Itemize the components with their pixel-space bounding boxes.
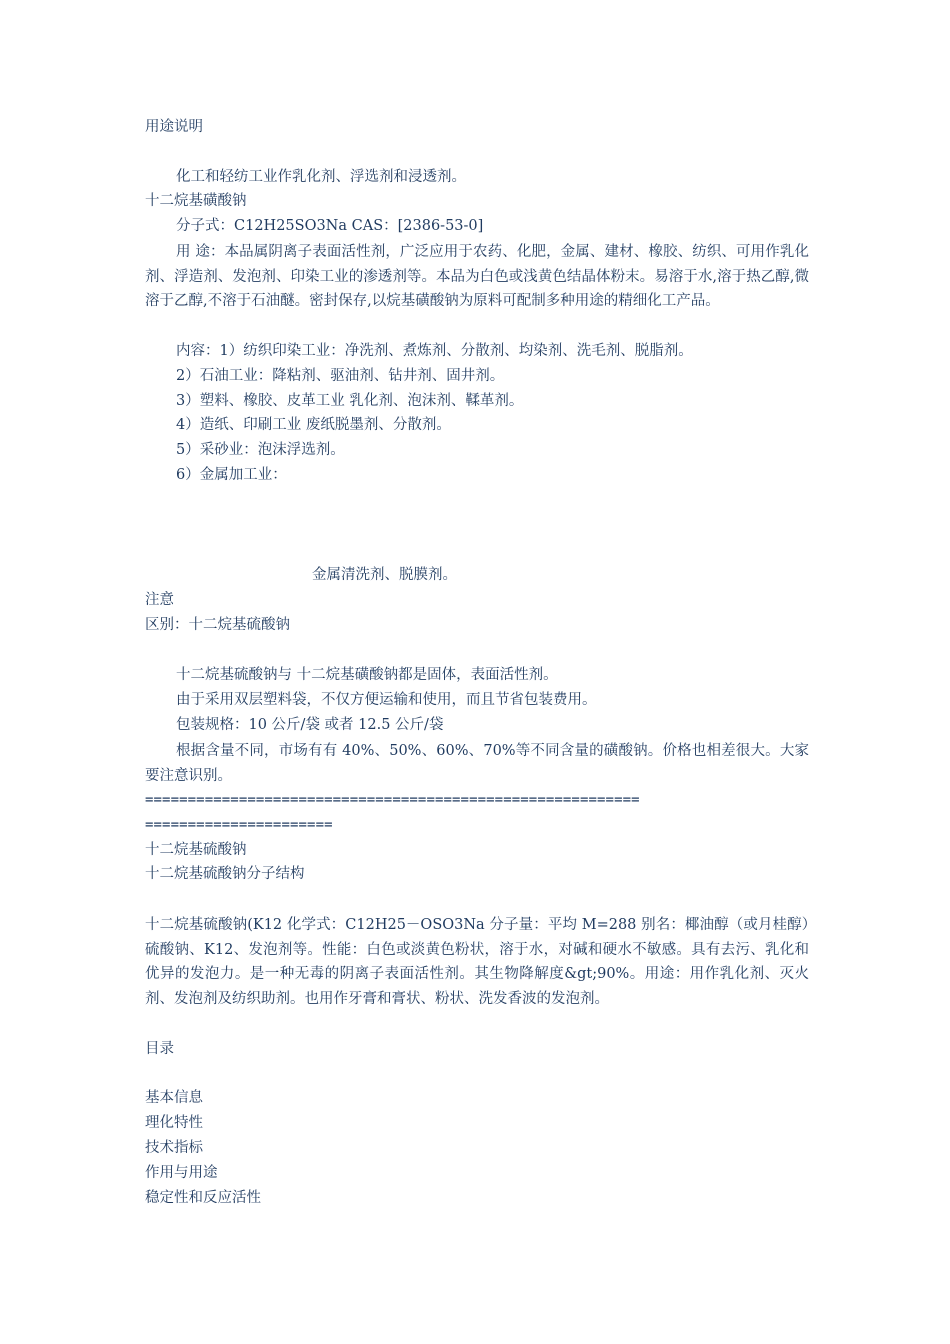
contents-item-2: 2）石油工业：降粘剂、驱油剂、钻井剂、固井剂。: [176, 368, 505, 384]
metal-line: 金属清洗剂、脱膜剂。: [312, 567, 457, 583]
contents-item-4: 4）造纸、印刷工业 废纸脱墨剂、分散剂。: [176, 417, 451, 433]
difference-line: 区别：十二烷基硫酸钠: [145, 617, 290, 633]
toc-item-properties[interactable]: 理化特性: [145, 1115, 203, 1131]
toc-item-stability[interactable]: 稳定性和反应活性: [145, 1190, 261, 1206]
toc-item-basic-info[interactable]: 基本信息: [145, 1090, 203, 1106]
contents-item-5: 5）采砂业：泡沫浮选剂。: [176, 442, 345, 458]
contents-item-1: 内容：1）纺织印染工业：净洗剂、煮炼剂、分散剂、均染剂、洗毛剂、脱脂剂。: [176, 343, 693, 359]
separator-1: ==========================================================: [145, 792, 640, 808]
contents-item-3: 3）塑料、橡胶、皮革工业 乳化剂、泡沫剂、鞣革剂。: [176, 393, 524, 409]
content-paragraph: 根据含量不同，市场有有 40%、50%、60%、70%等不同含量的磺酸钠。价格也相差很大。大家要注意识别。: [145, 743, 809, 784]
note-2: 由于采用双层塑料袋，不仅方便运输和使用，而且节省包装费用。: [176, 692, 597, 708]
separator-2: ======================: [145, 817, 333, 833]
heading-usage: 用途说明: [145, 119, 203, 135]
toc-title: 目录: [145, 1041, 174, 1057]
note-3: 包装规格：10 公斤/袋 或者 12.5 公斤/袋: [176, 717, 444, 733]
note-1: 十二烷基硫酸钠与 十二烷基磺酸钠都是固体，表面活性剂。: [176, 667, 558, 683]
purpose-paragraph: 用 途：本品属阴离子表面活性剂，广泛应用于农药、化肥，金属、建材、橡胶、纺织、可用作乳化剂、浮造剂、发泡剂、印染工业的渗透剂等。本品为白色或浅黄色结晶体粉末。易溶于水,溶于热乙醇,微溶于乙醇,不溶于石油醚。密封保存,以烷基磺酸钠为原料可配制多种用途的精细化工产品。: [145, 244, 809, 310]
toc-item-specs[interactable]: 技术指标: [145, 1140, 203, 1156]
title-sulfonate: 十二烷基磺酸钠: [145, 193, 247, 209]
formula-line: 分子式：C12H25SO3Na CAS：[2386-53-0]: [176, 218, 484, 234]
toc-item-usage[interactable]: 作用与用途: [145, 1165, 218, 1181]
k12-paragraph: 十二烷基硫酸钠(K12 化学式：C12H25－OSO3Na 分子量：平均 M=288 别名：椰油醇（或月桂醇）硫酸钠、K12、发泡剂等。性能：白色或淡黄色粉状，溶于水，对碱和硬水不敏感。具有去污、乳化和优异的发泡力。是一种无毒的阴离子表面活性剂。其生物降解度&gt;90%。用途：用作乳化剂、灭火剂、发泡剂及纺织助剂。也用作牙膏和膏状、粉状、洗发香波的发泡剂。: [145, 917, 809, 1008]
usage-text: 化工和轻纺工业作乳化剂、浮选剂和浸透剂。: [176, 169, 466, 185]
structure-title: 十二烷基硫酸钠分子结构: [145, 866, 305, 882]
contents-item-6: 6）金属加工业：: [176, 467, 287, 483]
title-sulfate: 十二烷基硫酸钠: [145, 842, 247, 858]
notice: 注意: [145, 592, 174, 608]
